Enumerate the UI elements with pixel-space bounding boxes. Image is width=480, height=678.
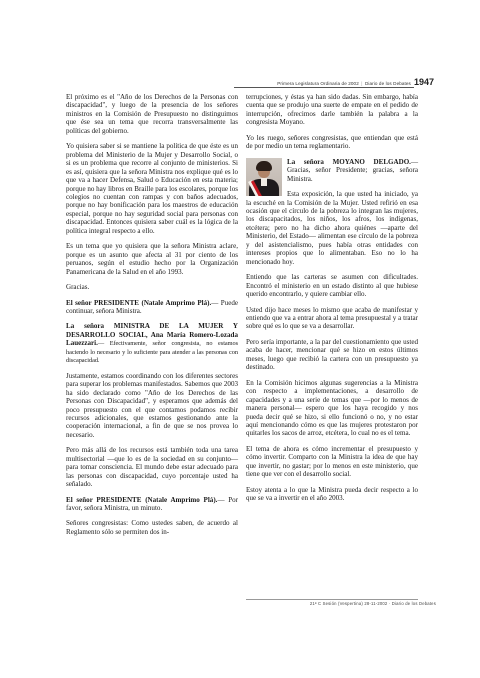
photo-collar — [261, 178, 267, 186]
page-number: 1947 — [413, 77, 434, 87]
paragraph — [246, 338, 418, 372]
paragraph-text: — Gracias, señor Presidente; gracias, señora Ministra. — [287, 157, 418, 183]
paragraph — [66, 372, 238, 440]
paragraph-text: Pero más allá de los recursos está también toda una tarea multisectorial —que lo es de la sociedad en su conjunto— para tomar consciencia. El mundo debe estar adecuado para las personas con discapacidad, cuyo porcentaje usted ha señalado. — [66, 446, 238, 489]
paragraph-text: Señores congresistas: Como ustedes saben, de acuerdo al Reglamento sólo se permiten dos in- — [66, 519, 238, 536]
paragraph — [246, 306, 418, 331]
paragraph — [246, 379, 418, 438]
paragraph — [246, 134, 418, 151]
photo-hair — [256, 161, 272, 171]
paragraph-text: — Por favor, señora Ministra, un minuto. — [66, 495, 239, 513]
paragraph — [66, 242, 238, 276]
paragraph-text: Yo les ruego, señores congresistas, que entiendan que está de por medio un tema reglamentario. — [246, 133, 418, 151]
left-column — [66, 93, 238, 543]
paragraph-text: terrupciones, y éstas ya han sido dadas. Sin embargo, había cuenta que se produjo una suerte de empate en el pedido de interrupción, ofrecimos darle también la palabra a la congresista Moyano. — [246, 93, 418, 127]
page-header — [234, 73, 434, 87]
paragraph-text: — Efectivamente, señor congresista, no estamos haciendo lo necesario y lo suficiente para atender a las personas con discapacidad. — [66, 340, 238, 365]
paragraph — [246, 273, 418, 298]
header-separator: | — [361, 81, 363, 86]
paragraph-text: Esta exposición, la que usted ha iniciado, ya la escuché en la Comisión de la Mujer. Usted refirió en esa ocasión que el círculo de la pobreza lo integran las mujeres, los discapacitados, los niños, los afros, los indígenas, etcétera; pero no ha dicho ahora quiénes —aparte del Ministerio, del Estado— alimentan ese círculo de la pobreza y del asistencialismo, pues había otras entidades con intereses propios que lo alimentaban. Eso no lo ha mencionado hoy. — [246, 190, 418, 266]
speaker-photo — [246, 158, 282, 196]
speaker-paragraph — [66, 299, 238, 316]
paragraph-text: Gracias. — [66, 283, 90, 292]
paragraph — [246, 486, 418, 503]
paragraph — [246, 190, 418, 266]
paragraph-text: Usted dijo hace meses lo mismo que acaba de manifestar y entiendo que va a entrar ahora al tema presupuestal y a tratar sobre qué es lo que se va a desarrollar. — [246, 305, 418, 331]
right-column — [246, 93, 418, 510]
paragraph — [66, 446, 238, 488]
speaker-paragraph — [66, 322, 238, 364]
paragraph-text: Justamente, estamos coordinando con los diferentes sectores para superar los problemas manifestados. Sabemos que 2003 ha sido declarado como "Año de los Derechos de las Personas con Discapacidad", y esperamos que además del poco presupuesto con el que contamos podamos recibir recursos adicionales, que estamos gestionando ante la cooperación internacional, a fin de que se nos provea lo necesario. — [66, 371, 238, 439]
header-text — [277, 81, 411, 86]
speaker-paragraph — [66, 496, 238, 513]
header-rule — [234, 87, 414, 88]
paragraph — [66, 519, 238, 536]
paragraph-text: El próximo es el "Año de los Derechos de la Personas con discapacidad", y luego de la presencia de los señores ministros en la Comisión de Presupuesto no distinguimos que ése sea un tema que recorra transversalmente las políticas del gobierno. — [66, 93, 238, 135]
page-footer: 21ª C Sesión (Vespertina) 28-11-2002 · Diario de los Debates — [309, 601, 436, 606]
speaker-name: La señora MOYANO DELGADO. — [287, 157, 411, 166]
paragraph — [66, 142, 238, 235]
paragraph-text: Es un tema que yo quisiera que la señora Ministra aclare, porque es un asunto que afecta al 31 por ciento de los peruanos, según el estudio hecho por la Organización Panamericana de la Salud en el año 1993. — [66, 242, 238, 276]
paragraph-text: Yo quisiera saber si se mantiene la política de que éste es un problema del Ministerio de la Mujer y Desarrollo Social, o si es un problema que recorre al conjunto de ministerios. Si es así, quisiera que la señora Ministra nos explique qué es lo que va a hacer Defensa, Salud o Educación en esta materia; porque no hay libros en Braille para los escolares, porque los colegios no cuentan con rampas y con baños adecuados, porque no hay bonificación para los maestros de educación especial, porque no hay seguridad social para personas con discapacidad. Entonces quisiera saber cuál es la lógica de la política integral respecto a ello. — [66, 142, 239, 235]
paragraph — [246, 445, 418, 479]
speaker-name: El señor PRESIDENTE (Natale Amprimo Plá). — [66, 495, 218, 504]
paragraph-text: En la Comisión hicimos algunas sugerencias a la Ministra con respecto a implementaciones, a desarrollo de capacidades y a una serie de temas que —por lo menos de manera personal— espero que los haya recogido y nos pueda decir qué se hizo, si ello funcionó o no, y no estar aquí mencionando cómo es que las mujeres protestaron por quitarles los sacos de arroz, etcétera, lo cual no es el tema. — [246, 378, 418, 438]
paragraph — [246, 93, 418, 127]
header-publication: Diario de los Debates — [364, 81, 411, 86]
paragraph-text: Estoy atenta a lo que la Ministra pueda decir respecto a lo que se va a invertir en el año 2003. — [246, 485, 418, 503]
paragraph-text: El tema de ahora es cómo incrementar el presupuesto y cómo invertir. Comparto con la Ministra la idea de que hay que invertir, no gastar; por lo menos en este ministerio, que tiene que ver con el desarrollo social. — [246, 444, 418, 479]
paragraph-text: — Puede continuar, señora Ministra. — [66, 298, 239, 315]
paragraph-text: Entiendo que las carteras se asumen con dificultades. Encontró el ministerio en un estado distinto al que hubiese querido encontrarlo, y quiere cambiar ello. — [246, 273, 418, 299]
paragraph — [66, 283, 238, 291]
footer-rule — [246, 599, 418, 600]
paragraph-text: Pero sería importante, a la par del cuestionamiento que usted acaba de hacer, mencionar qué se hizo en estos últimos meses, luego que recibió la cartera con un presupuesto ya destinado. — [246, 337, 418, 372]
paragraph — [66, 93, 238, 135]
speaker-name: La señora MINISTRA DE LA MUJER Y DESARROLLO SOCIAL, Ana María Romero-Lozada Lauezzari. — [66, 322, 238, 348]
speaker-name: El señor PRESIDENTE (Natale Amprimo Plá). — [66, 298, 212, 307]
header-legislature: Primera Legislatura Ordinaria de 2002 — [277, 81, 359, 86]
